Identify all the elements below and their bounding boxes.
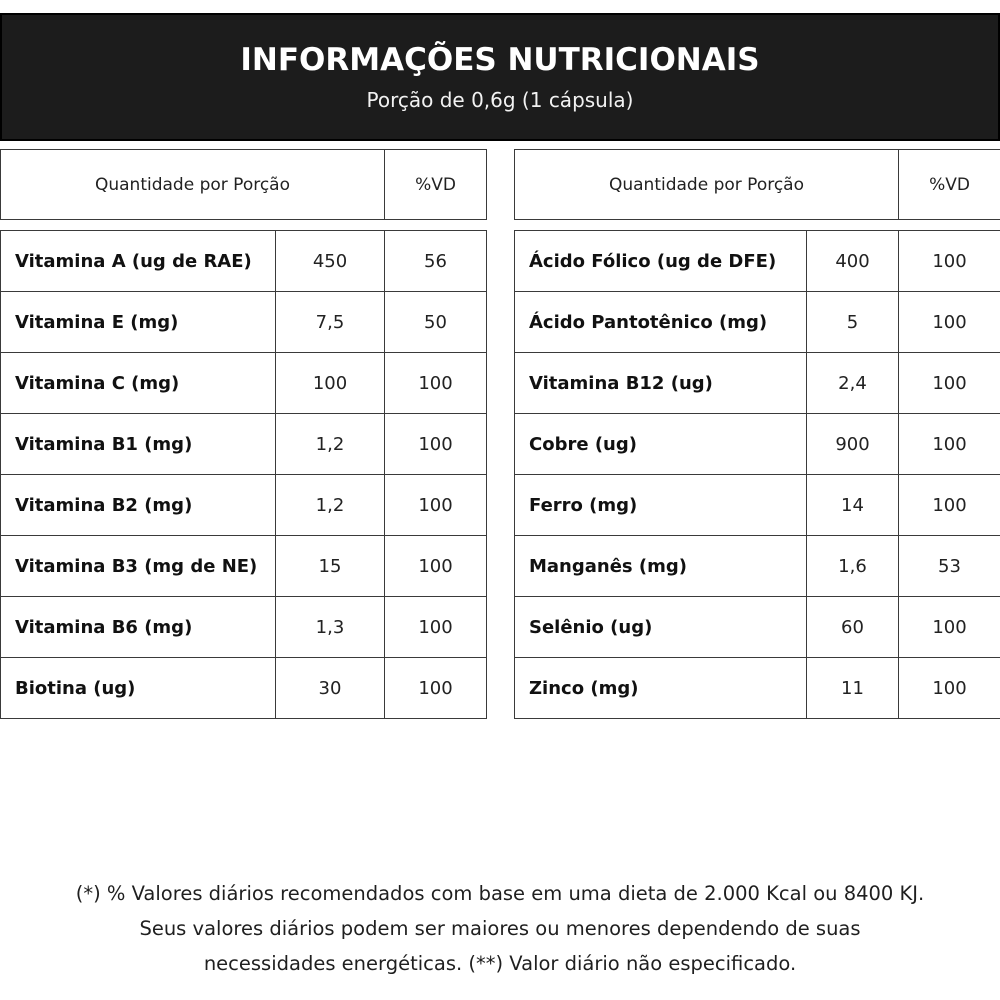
left-nutrient-table — [0, 230, 487, 719]
nutrient-vd: 100 — [899, 292, 1000, 353]
nutrient-name: Vitamina B2 (mg) — [1, 475, 276, 536]
table-row — [1, 231, 487, 292]
footnote — [20, 876, 980, 981]
nutrient-vd: 100 — [899, 597, 1000, 658]
vd-header: %VD — [899, 150, 1000, 220]
nutrient-name: Vitamina B6 (mg) — [1, 597, 276, 658]
table-row — [515, 353, 1000, 414]
nutrient-vd: 100 — [385, 353, 487, 414]
table-row — [515, 292, 1000, 353]
nutrient-name: Vitamina C (mg) — [1, 353, 276, 414]
nutrient-name: Vitamina B12 (ug) — [515, 353, 807, 414]
nutrient-amount: 2,4 — [807, 353, 899, 414]
nutrient-name: Vitamina E (mg) — [1, 292, 276, 353]
nutrient-vd: 100 — [899, 353, 1000, 414]
table-row — [515, 414, 1000, 475]
nutrient-amount: 7,5 — [276, 292, 385, 353]
nutrient-vd: 50 — [385, 292, 487, 353]
nutrient-vd: 56 — [385, 231, 487, 292]
nutrient-amount: 11 — [807, 658, 899, 719]
quantity-header: Quantidade por Porção — [1, 150, 385, 220]
table-row — [515, 658, 1000, 719]
nutrient-amount: 1,6 — [807, 536, 899, 597]
nutrient-vd: 53 — [899, 536, 1000, 597]
nutrient-vd: 100 — [385, 414, 487, 475]
nutrient-vd: 100 — [899, 414, 1000, 475]
nutrient-vd: 100 — [385, 536, 487, 597]
table-row — [515, 475, 1000, 536]
quantity-header: Quantidade por Porção — [515, 150, 899, 220]
nutrient-name: Ácido Fólico (ug de DFE) — [515, 231, 807, 292]
table-row — [1, 414, 487, 475]
table-row — [515, 536, 1000, 597]
right-nutrient-table — [514, 230, 1000, 719]
nutrient-amount: 14 — [807, 475, 899, 536]
table-row — [1, 597, 487, 658]
table-row — [1, 475, 487, 536]
nutrient-name: Ferro (mg) — [515, 475, 807, 536]
nutrient-name: Vitamina B3 (mg de NE) — [1, 536, 276, 597]
footnote-line: Seus valores diários podem ser maiores ou menores dependendo de suas — [139, 917, 861, 940]
page-title: INFORMAÇÕES NUTRICIONAIS — [240, 42, 760, 78]
footnote-line: (*) % Valores diários recomendados com base em uma dieta de 2.000 Kcal ou 8400 KJ. — [75, 882, 925, 905]
nutrient-amount: 450 — [276, 231, 385, 292]
serving-size: Porção de 0,6g (1 cápsula) — [366, 88, 634, 112]
table-row — [515, 231, 1000, 292]
nutrient-name: Selênio (ug) — [515, 597, 807, 658]
nutrient-vd: 100 — [385, 658, 487, 719]
nutrient-amount: 1,2 — [276, 475, 385, 536]
nutrient-name: Cobre (ug) — [515, 414, 807, 475]
table-row — [1, 292, 487, 353]
nutrient-amount: 60 — [807, 597, 899, 658]
nutrient-amount: 100 — [276, 353, 385, 414]
table-row — [515, 597, 1000, 658]
nutrient-amount: 900 — [807, 414, 899, 475]
nutrient-name: Vitamina B1 (mg) — [1, 414, 276, 475]
nutrient-name: Biotina (ug) — [1, 658, 276, 719]
vd-header: %VD — [385, 150, 487, 220]
nutrient-name: Vitamina A (ug de RAE) — [1, 231, 276, 292]
table-row — [1, 353, 487, 414]
header-banner — [0, 13, 1000, 141]
footnote-line: necessidades energéticas. (**) Valor diário não especificado. — [203, 952, 797, 975]
table-row — [1, 536, 487, 597]
nutrient-vd: 100 — [385, 597, 487, 658]
nutrient-vd: 100 — [385, 475, 487, 536]
nutrient-amount: 15 — [276, 536, 385, 597]
nutrient-amount: 1,2 — [276, 414, 385, 475]
nutrient-vd: 100 — [899, 231, 1000, 292]
right-column-header — [514, 149, 1000, 220]
nutrient-amount: 5 — [807, 292, 899, 353]
nutrient-vd: 100 — [899, 658, 1000, 719]
nutrient-amount: 1,3 — [276, 597, 385, 658]
nutrient-amount: 30 — [276, 658, 385, 719]
nutrient-name: Zinco (mg) — [515, 658, 807, 719]
nutrient-vd: 100 — [899, 475, 1000, 536]
nutrient-name: Manganês (mg) — [515, 536, 807, 597]
nutrient-amount: 400 — [807, 231, 899, 292]
table-row — [1, 658, 487, 719]
left-column-header — [0, 149, 487, 220]
nutrient-name: Ácido Pantotênico (mg) — [515, 292, 807, 353]
